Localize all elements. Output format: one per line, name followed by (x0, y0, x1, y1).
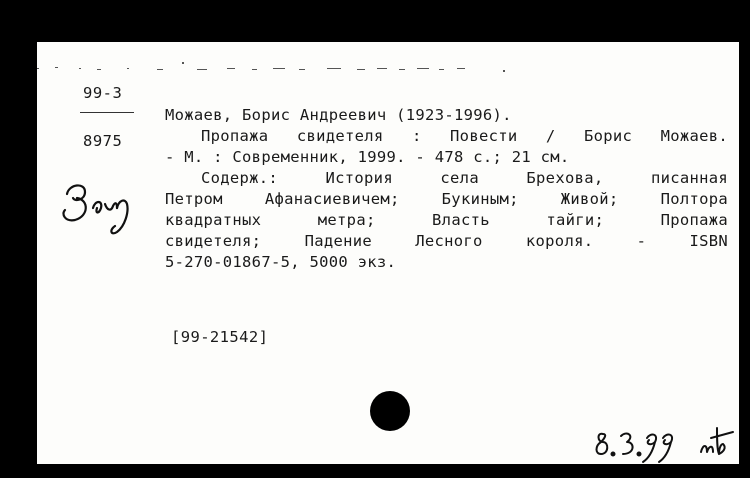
handwritten-date-mark (593, 424, 739, 464)
accession-number: [99-21542] (171, 328, 269, 346)
call-number-bottom: 8975 (83, 132, 123, 150)
punch-hole (370, 391, 410, 431)
bibliographic-entry (165, 105, 728, 273)
call-number-divider (80, 112, 134, 113)
author-heading: Можаев, Борис Андреевич (1923-1996). (165, 106, 512, 124)
contents-line-1: Содерж.: История села Брехова, писанная (201, 169, 728, 187)
contents-line-4: свидетеля; Падение Лесного короля. - ISBN (165, 232, 728, 250)
call-number-top: 99-3 (83, 84, 123, 102)
catalog-card (37, 42, 739, 464)
title-line-2: - М. : Современник, 1999. - 478 с.; 21 см. (165, 148, 570, 166)
title-line-1: Пропажа свидетеля : Повести / Борис Можаев. (201, 127, 728, 145)
handwritten-left-mark (55, 174, 143, 238)
contents-line-5: 5-270-01867-5, 5000 экз. (165, 253, 397, 271)
contents-line-3: квадратных метра; Власть тайги; Пропажа (165, 211, 728, 229)
contents-line-2: Петром Афанасиевичем; Букиным; Живой; Полтора (165, 190, 728, 208)
print-speckles (37, 60, 739, 74)
